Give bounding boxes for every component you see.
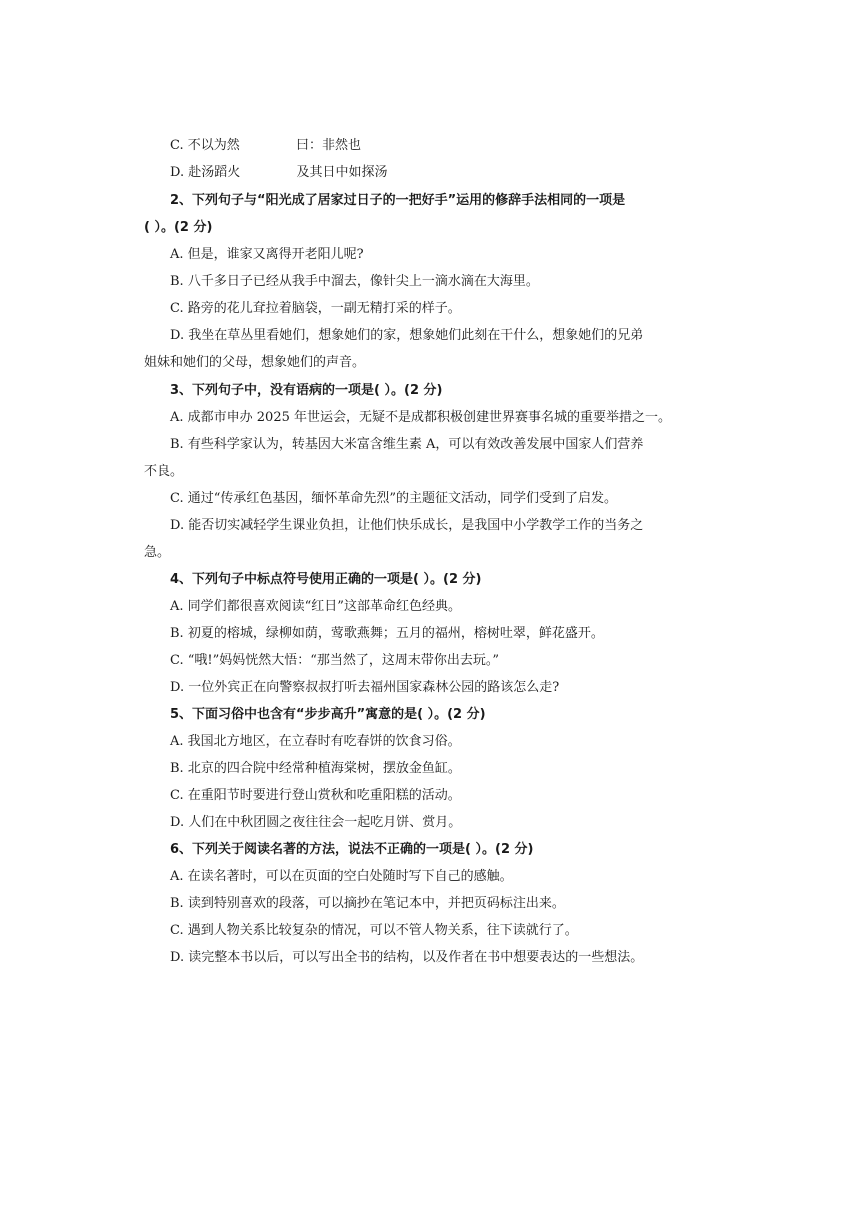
question-3-stem: 3、下列句子中，没有语病的一项是( ）。(2 分)	[170, 383, 443, 398]
option-d-extra: 及其日中如探汤	[296, 165, 388, 180]
q5-option-d: D. 人们在中秋团圆之夜往往会一起吃月饼、赏月。	[170, 815, 462, 830]
question-2-stem: 2、下列句子与“阳光成了居家过日子的一把好手”运用的修辞手法相同的一项是	[170, 193, 626, 208]
q4-option-b: B. 初夏的榕城，绿柳如荫，莺歌燕舞；五月的福州，榕树吐翠，鲜花盛开。	[170, 626, 604, 641]
q2-option-d: D. 我坐在草丛里看她们，想象她们的家，想象她们此刻在干什么，想象她们的兄弟	[170, 328, 644, 343]
q2-option-b: B. 八千多日子已经从我手中溜去，像针尖上一滴水滴在大海里。	[170, 274, 539, 289]
q6-option-b: B. 读到特别喜欢的段落，可以摘抄在笔记本中，并把页码标注出来。	[170, 896, 565, 911]
q2-option-d-cont: 姐妹和她们的父母，想象她们的声音。	[144, 355, 366, 370]
q3-option-b: B. 有些科学家认为，转基因大米富含维生素 A，可以有效改善发展中国家人们营养	[170, 437, 644, 452]
question-6-stem: 6、下列关于阅读名著的方法，说法不正确的一项是( ）。(2 分)	[170, 842, 534, 857]
option-c-row	[170, 137, 361, 155]
question-2-stem-cont: ( ）。(2 分)	[144, 220, 213, 235]
q2-option-c: C. 路旁的花儿耷拉着脑袋，一副无精打采的样子。	[170, 301, 461, 316]
q3-option-a: A. 成都市申办 2025 年世运会，无疑不是成都积极创建世界赛事名城的重要举措之一。	[170, 410, 672, 425]
option-d-text: D. 赴汤蹈火	[170, 165, 241, 180]
q2-option-a: A. 但是，谁家又离得开老阳儿呢?	[170, 247, 364, 262]
q6-option-d: D. 读完整本书以后，可以写出全书的结构，以及作者在书中想要表达的一些想法。	[170, 950, 644, 965]
q5-option-a: A. 我国北方地区，在立春时有吃春饼的饮食习俗。	[170, 734, 461, 749]
option-c-text: C. 不以为然	[170, 138, 240, 153]
q3-option-d-cont: 急。	[144, 545, 171, 560]
q5-option-c: C. 在重阳节时要进行登山赏秋和吃重阳糕的活动。	[170, 788, 461, 803]
q4-option-c: C. “哦!”妈妈恍然大悟：“那当然了，这周末带你出去玩。”	[170, 653, 500, 668]
q6-option-c: C. 遇到人物关系比较复杂的情况，可以不管人物关系，往下读就行了。	[170, 923, 578, 938]
q4-option-d: D. 一位外宾正在向警察叔叔打听去福州国家森林公园的路该怎么走?	[170, 680, 560, 695]
q6-option-a: A. 在读名著时，可以在页面的空白处随时写下自己的感触。	[170, 869, 513, 884]
q3-option-b-cont: 不良。	[144, 464, 184, 479]
q4-option-a: A. 同学们都很喜欢阅读“红日”这部革命红色经典。	[170, 599, 461, 614]
question-4-stem: 4、下列句子中标点符号使用正确的一项是( ）。(2 分)	[170, 572, 482, 587]
option-d-row	[170, 164, 388, 182]
question-5-stem: 5、下面习俗中也含有“步步高升”寓意的是( ）。(2 分)	[170, 707, 486, 722]
option-c-extra: 曰：非然也	[296, 138, 362, 153]
q3-option-d: D. 能否切实减轻学生课业负担，让他们快乐成长，是我国中小学教学工作的当务之	[170, 518, 644, 533]
q5-option-b: B. 北京的四合院中经常种植海棠树，摆放金鱼缸。	[170, 761, 461, 776]
q3-option-c: C. 通过“传承红色基因，缅怀革命先烈”的主题征文活动，同学们受到了启发。	[170, 491, 618, 506]
